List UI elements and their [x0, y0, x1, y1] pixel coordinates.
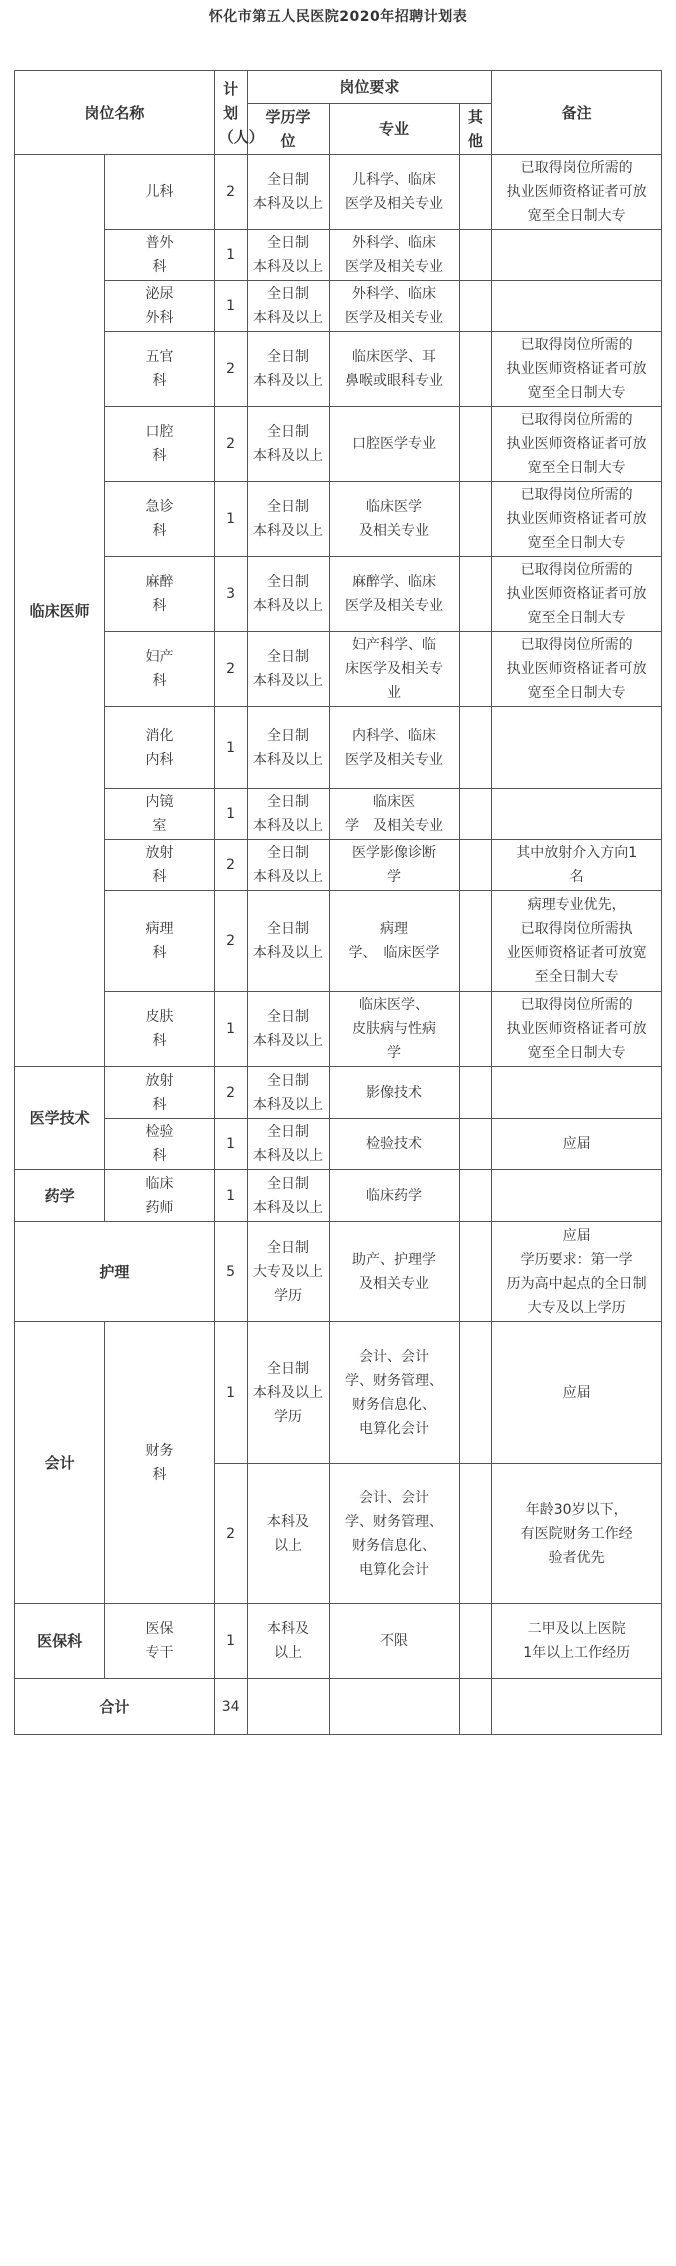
dept-cell: 病理 科 [105, 891, 214, 992]
total-empty-cell [492, 1679, 662, 1735]
plan-cell: 1 [214, 281, 247, 332]
other-cell [459, 1170, 492, 1222]
other-cell [459, 482, 492, 557]
recruitment-table [14, 70, 662, 1735]
major-cell: 病理 学、 临床医学 [329, 891, 459, 992]
other-cell [459, 1464, 492, 1604]
plan-cell: 2 [214, 1067, 247, 1119]
other-cell [459, 1067, 492, 1119]
edu-cell: 全日制 本科及以上 [247, 407, 329, 482]
dept-cell: 口腔 科 [105, 407, 214, 482]
major-cell: 外科学、临床 医学及相关专业 [329, 230, 459, 281]
dept-cell: 妇产 科 [105, 632, 214, 707]
other-cell [459, 557, 492, 632]
note-cell: 应届 学历要求：第一学 历为高中起点的全日制 大专及以上学历 [492, 1222, 662, 1322]
table-row [15, 557, 662, 632]
edu-cell: 全日制 本科及以上 [247, 1119, 329, 1170]
edu-cell: 全日制 本科及以上 [247, 992, 329, 1067]
table-row [15, 707, 662, 789]
page-title: 怀化市第五人民医院2020年招聘计划表 [208, 9, 468, 25]
table-row [15, 332, 662, 407]
major-cell: 麻醉学、临床 医学及相关专业 [329, 557, 459, 632]
note-cell [492, 707, 662, 789]
dept-cell: 医保 专干 [105, 1604, 214, 1679]
plan-cell: 2 [214, 891, 247, 992]
other-cell [459, 789, 492, 840]
dept-cell: 临床 药师 [105, 1170, 214, 1222]
table-row [15, 891, 662, 992]
dept-cell: 儿科 [105, 155, 214, 230]
plan-cell: 2 [214, 407, 247, 482]
note-cell: 应届 [492, 1322, 662, 1464]
dept-cell: 麻醉 科 [105, 557, 214, 632]
plan-cell: 1 [214, 1170, 247, 1222]
note-cell: 二甲及以上医院 1年以上工作经历 [492, 1604, 662, 1679]
plan-cell: 1 [214, 992, 247, 1067]
other-cell [459, 632, 492, 707]
major-cell: 外科学、临床 医学及相关专业 [329, 281, 459, 332]
dept-cell: 放射 科 [105, 1067, 214, 1119]
note-cell: 应届 [492, 1119, 662, 1170]
table-row [15, 155, 662, 230]
edu-cell: 全日制 本科及以上 [247, 155, 329, 230]
note-cell: 其中放射介入方向1 名 [492, 840, 662, 891]
note-cell: 已取得岗位所需的 执业医师资格证者可放 宽至全日制大专 [492, 482, 662, 557]
major-cell: 临床医 学 及相关专业 [329, 789, 459, 840]
edu-cell: 全日制 大专及以上 学历 [247, 1222, 329, 1322]
edu-cell: 全日制 本科及以上 [247, 1067, 329, 1119]
major-cell: 检验技术 [329, 1119, 459, 1170]
other-cell [459, 155, 492, 230]
major-cell: 临床医学 及相关专业 [329, 482, 459, 557]
other-cell [459, 332, 492, 407]
dept-cell: 内镜 室 [105, 789, 214, 840]
edu-cell: 全日制 本科及以上 [247, 230, 329, 281]
other-cell [459, 1322, 492, 1464]
major-cell: 会计、会计 学、财务管理、 财务信息化、 电算化会计 [329, 1322, 459, 1464]
note-cell: 已取得岗位所需的 执业医师资格证者可放 宽至全日制大专 [492, 992, 662, 1067]
header-position-name: 岗位名称 [15, 71, 215, 155]
note-cell: 年龄30岁以下， 有医院财务工作经 验者优先 [492, 1464, 662, 1604]
table-row [15, 1322, 662, 1464]
table-row [15, 281, 662, 332]
major-cell: 口腔医学专业 [329, 407, 459, 482]
note-cell [492, 1170, 662, 1222]
edu-cell: 全日制 本科及以上 [247, 482, 329, 557]
table-row [15, 1222, 662, 1322]
dept-cell: 检验 科 [105, 1119, 214, 1170]
table-row [15, 840, 662, 891]
group-nursing: 护理 [15, 1222, 215, 1322]
plan-cell: 1 [214, 707, 247, 789]
other-cell [459, 1119, 492, 1170]
table-row [15, 1170, 662, 1222]
group-medtech: 医学技术 [15, 1067, 105, 1170]
major-cell: 临床药学 [329, 1170, 459, 1222]
other-cell [459, 707, 492, 789]
dept-cell: 泌尿 外科 [105, 281, 214, 332]
note-cell: 已取得岗位所需的 执业医师资格证者可放 宽至全日制大专 [492, 557, 662, 632]
table-row [15, 1067, 662, 1119]
edu-cell: 全日制 本科及以上 [247, 332, 329, 407]
dept-cell: 消化 内科 [105, 707, 214, 789]
major-cell: 内科学、临床 医学及相关专业 [329, 707, 459, 789]
major-cell: 临床医学、耳 鼻喉或眼科专业 [329, 332, 459, 407]
dept-cell: 五官 科 [105, 332, 214, 407]
edu-cell: 全日制 本科及以上 [247, 1170, 329, 1222]
plan-cell: 5 [214, 1222, 247, 1322]
other-cell [459, 1604, 492, 1679]
edu-cell: 全日制 本科及以上 [247, 281, 329, 332]
other-cell [459, 407, 492, 482]
note-cell: 已取得岗位所需的 执业医师资格证者可放 宽至全日制大专 [492, 155, 662, 230]
note-cell [492, 281, 662, 332]
header-major: 专业 [329, 104, 459, 155]
plan-cell: 2 [214, 1464, 247, 1604]
header-plan: 计 划 （人） [214, 71, 247, 155]
table-row [15, 1604, 662, 1679]
major-cell: 助产、护理学 及相关专业 [329, 1222, 459, 1322]
dept-cell: 财务 科 [105, 1322, 214, 1604]
note-cell [492, 1067, 662, 1119]
major-cell: 临床医学、 皮肤病与性病 学 [329, 992, 459, 1067]
total-row [15, 1679, 662, 1735]
edu-cell: 全日制 本科及以上 [247, 707, 329, 789]
major-cell: 不限 [329, 1604, 459, 1679]
table-row [15, 632, 662, 707]
total-num: 34 [214, 1679, 247, 1735]
major-cell: 会计、会计 学、财务管理、 财务信息化、 电算化会计 [329, 1464, 459, 1604]
total-empty-cell [459, 1679, 492, 1735]
edu-cell: 本科及 以上 [247, 1604, 329, 1679]
total-empty-cell [329, 1679, 459, 1735]
table-row [15, 789, 662, 840]
major-cell: 妇产科学、临 床医学及相关专 业 [329, 632, 459, 707]
plan-cell: 2 [214, 840, 247, 891]
header-requirements: 岗位要求 [247, 71, 492, 104]
edu-cell: 全日制 本科及以上 [247, 632, 329, 707]
plan-cell: 1 [214, 230, 247, 281]
plan-cell: 1 [214, 1604, 247, 1679]
note-cell [492, 230, 662, 281]
note-cell: 已取得岗位所需的 执业医师资格证者可放 宽至全日制大专 [492, 332, 662, 407]
edu-cell: 本科及 以上 [247, 1464, 329, 1604]
other-cell [459, 992, 492, 1067]
note-cell: 已取得岗位所需的 执业医师资格证者可放 宽至全日制大专 [492, 632, 662, 707]
header-remarks: 备注 [492, 71, 662, 155]
group-clinical: 临床医师 [15, 155, 105, 1067]
other-cell [459, 891, 492, 992]
plan-cell: 2 [214, 155, 247, 230]
other-cell [459, 230, 492, 281]
table-row [15, 482, 662, 557]
header-education: 学历学 位 [247, 104, 329, 155]
dept-cell: 皮肤 科 [105, 992, 214, 1067]
plan-cell: 2 [214, 632, 247, 707]
dept-cell: 急诊 科 [105, 482, 214, 557]
edu-cell: 全日制 本科及以上 学历 [247, 1322, 329, 1464]
edu-cell: 全日制 本科及以上 [247, 789, 329, 840]
edu-cell: 全日制 本科及以上 [247, 891, 329, 992]
edu-cell: 全日制 本科及以上 [247, 840, 329, 891]
edu-cell: 全日制 本科及以上 [247, 557, 329, 632]
note-cell: 已取得岗位所需的 执业医师资格证者可放 宽至全日制大专 [492, 407, 662, 482]
other-cell [459, 840, 492, 891]
other-cell [459, 281, 492, 332]
note-cell: 病理专业优先， 已取得岗位所需执 业医师资格证者可放宽 至全日制大专 [492, 891, 662, 992]
major-cell: 影像技术 [329, 1067, 459, 1119]
table-row [15, 992, 662, 1067]
note-cell [492, 789, 662, 840]
plan-cell: 2 [214, 332, 247, 407]
table-row [15, 230, 662, 281]
group-accounting: 会计 [15, 1322, 105, 1604]
plan-cell: 1 [214, 482, 247, 557]
group-pharmacy: 药学 [15, 1170, 105, 1222]
plan-cell: 1 [214, 789, 247, 840]
other-cell [459, 1222, 492, 1322]
header-other: 其 他 [459, 104, 492, 155]
total-label: 合计 [15, 1679, 215, 1735]
plan-cell: 3 [214, 557, 247, 632]
plan-cell: 1 [214, 1322, 247, 1464]
dept-cell: 普外 科 [105, 230, 214, 281]
table-row [15, 1119, 662, 1170]
major-cell: 儿科学、临床 医学及相关专业 [329, 155, 459, 230]
total-empty-cell [247, 1679, 329, 1735]
group-insurance: 医保科 [15, 1604, 105, 1679]
major-cell: 医学影像诊断 学 [329, 840, 459, 891]
table-row [15, 407, 662, 482]
dept-cell: 放射 科 [105, 840, 214, 891]
plan-cell: 1 [214, 1119, 247, 1170]
